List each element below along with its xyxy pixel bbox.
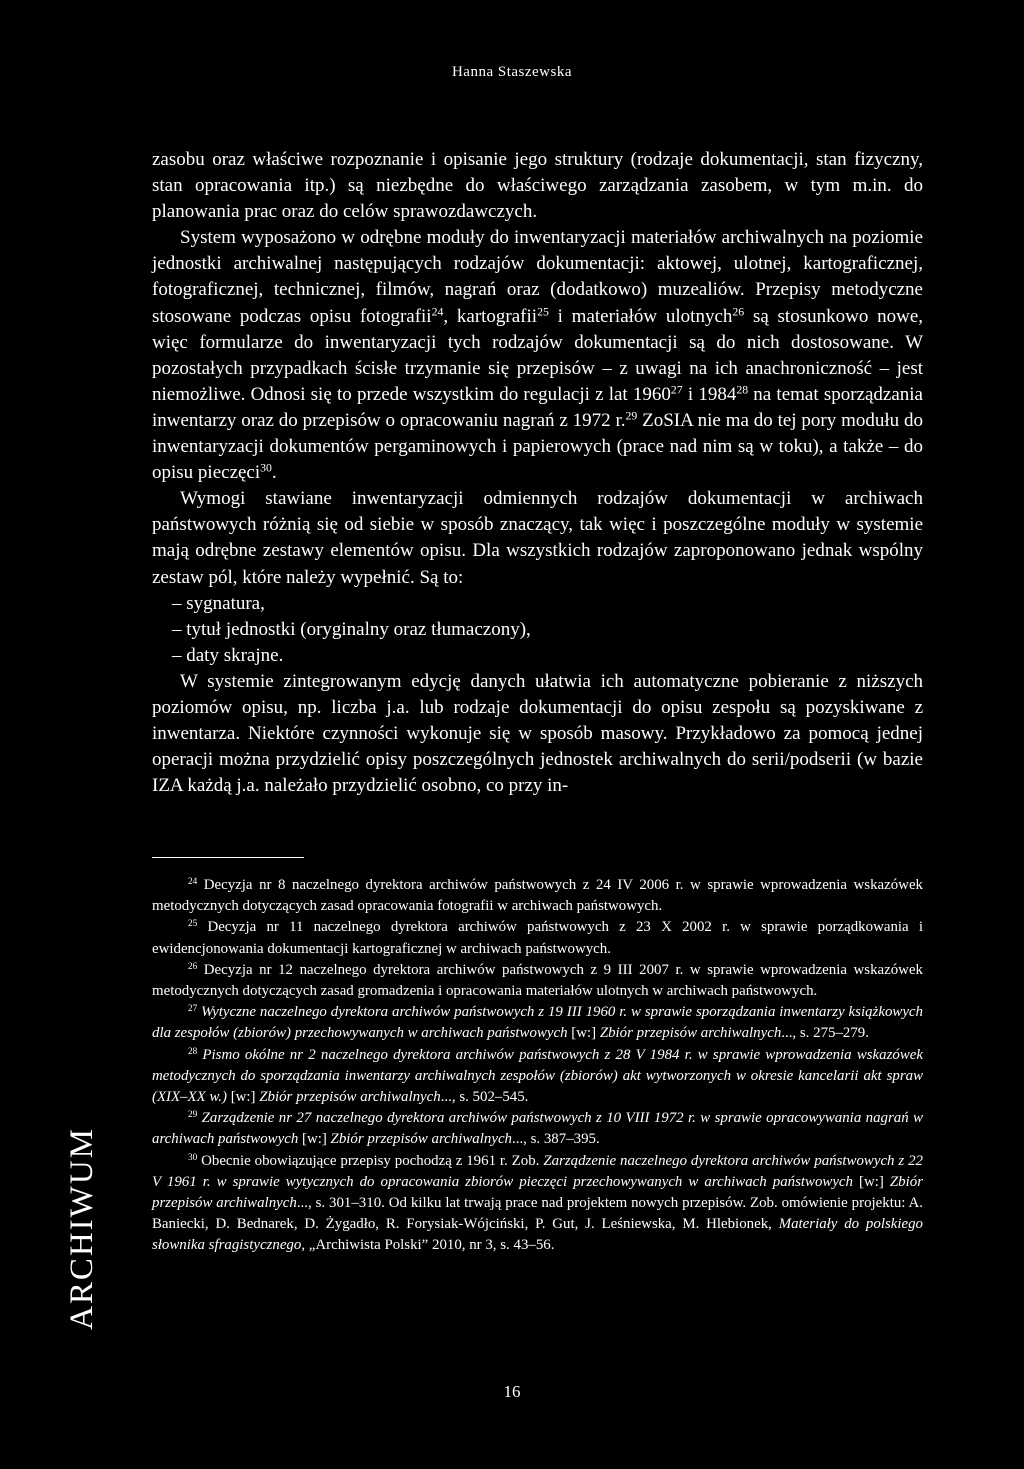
footnote-separator [152,857,304,858]
list-item: – daty skrajne. [172,644,284,666]
paragraph-2: System wyposażono w odrębne moduły do inwentaryzacji materiałów archiwalnych na poziomie jednostki archiwalnej następujących rodzajów dokumentacji: aktowej, ulotnej, kartograficznej, fotograficznej, technicznej, filmów, nagrań oraz (dodatkowo) muzealiów. Przepisy metodyczne stosowane podczas opisu fotografii$^{24}$, kartografii$^{25}$ i materiałów ulotnych$^{26}$ są stosunkowo nowe, więc formularze do inwentaryzacji tych rodzajów dokumentacji są do nich dostosowane. W pozostałych przypadkach ścisłe trzymanie się przepisów – z uwagi na ich anachroniczność – jest niemożliwe. Odnosi się to przede wszystkim do regulacji z lat 1960$^{27}$ i 1984$^{28}$ na temat sporządzania inwentarzy oraz do przepisów o opracowaniu nagrań z 1972 r.$^{29}$ ZoSIA nie ma do tej pory modułu do inwentaryzacji dokumentów pergaminowych i papierowych (prace nad nim są w toku), a także – do opisu pieczęci$^{30}$. [152,227,924,484]
paragraph-1: zasobu oraz właściwe rozpoznanie i opisanie jego struktury (rodzaje dokumentacji, stan fizyczny, stan opracowania itp.) są niezbędne do właściwego zarządzania zasobem, w tym m.in. do planowania prac oraz do celów sprawozdawczych. [152,149,923,223]
page-number: 16 [503,1382,521,1401]
footnote-ref-27[interactable]: 27 [670,383,683,397]
footnote-26: $^{26}$ Decyzja nr 12 naczelnego dyrektora archiwów państwowych z 9 III 2007 r. w sprawie wprowadzenia wskazówek metodycznych dotyczących zasad gromadzenia i opracowania materiałów ulotnych w archiwach państwowych. [152,960,923,1000]
footnote-ref-28[interactable]: 28 [736,383,749,397]
list-item: – tytuł jednostki (oryginalny oraz tłumaczony), [172,618,531,640]
footnote-27: $^{27}$ Wytyczne naczelnego dyrektora archiwów państwowych z 19 III 1960 r. w sprawie sporządzania inwentarzy książkowych dla zespołów (zbiorów) przechowywanych w archiwach państwowych [w:] Zbiór przepisów archiwalnych..., s. 275–279. [152,1003,923,1042]
footnote-ref-24[interactable]: 24 [431,305,444,319]
footnotes [152,875,923,1257]
footnote-29: $^{29}$ Zarządzenie nr 27 naczelnego dyrektora archiwów państwowych z 10 VIII 1972 r. w sprawie opracowywania nagrań w archiwach państwowych [w:] Zbiór przepisów archiwalnych..., s. 387–395. [152,1109,923,1148]
footnote-25: $^{25}$ Decyzja nr 11 naczelnego dyrektora archiwów państwowych z 23 X 2002 r. w sprawie porządkowania i ewidencjonowania dokumentacji kartograficznej w archiwach państwowych. [152,918,923,957]
journal-name: ARCHIWUM [63,1126,100,1330]
footnote-ref-25[interactable]: 25 [537,305,549,319]
paragraph-4: W systemie zintegrowanym edycję danych ułatwia ich automatyczne pobieranie z niższych poziomów opisu, np. liczba j.a. lub rodzaje dokumentacji do opisu zespołu są pozyskiwane z inwentarza. Niektóre czynności wykonuje się w sposób masowy. Przykładowo za pomocą jednej operacji można przydzielić opisy poszczególnych jednostek archiwalnych do serii/podserii (w bazie IZA każdą j.a. należało przydzielić osobno, co przy in- [152,670,923,797]
running-header-author: Hanna Staszewska [451,64,573,80]
list-item: – sygnatura, [172,592,265,614]
main-text [152,147,923,799]
footnote-ref-29[interactable]: 29 [625,409,638,423]
footnote-30: $^{30}$ Obecnie obowiązujące przepisy pochodzą z 1961 r. Zob. Zarządzenie naczelnego dyrektora archiwów państwowych z 22 V 1961 r. w sprawie wytycznych do opracowania zbiorów pieczęci przechowywanych w archiwach państwowych [w:] Zbiór przepisów archiwalnych..., s. 301–310. Od kilku lat trwają prace nad projektem nowych przepisów. Zob. omówienie projektu: A. Baniecki, D. Bednarek, D. Żygadło, R. Forysiak-Wójciński, P. Gut, J. Leśniewska, M. Hlebionek, Materiały do polskiego słownika sfragistycznego, „Archiwista Polski” 2010, nr 3, s. 43–56. [152,1151,924,1254]
paragraph-3: Wymogi stawiane inwentaryzacji odmiennych rodzajów dokumentacji w archiwach państwowych różnią się od siebie w sposób znaczący, tak więc i poszczególne moduły w systemie mają odrębne zestawy elementów opisu. Dla wszystkich rodzajów zaproponowano jednak wspólny zestaw pól, które należy wypełnić. Są to: [152,488,923,588]
journal-side-label [60,1126,104,1330]
footnote-ref-30[interactable]: 30 [260,461,272,475]
footnote-28: $^{28}$ Pismo okólne nr 2 naczelnego dyrektora archiwów państwowych z 28 V 1984 r. w sprawie wprowadzenia wskazówek metodycznych do sporządzania inwentarzy archiwalnych zespołów (zbiorów) akt wytworzonych w okresie kancelarii akt spraw (XIX–XX w.) [w:] Zbiór przepisów archiwalnych..., s. 502–545. [152,1045,923,1106]
footnote-24: $^{24}$ Decyzja nr 8 naczelnego dyrektora archiwów państwowych z 24 IV 2006 r. w sprawie wprowadzenia wskazówek metodycznych dotyczących zasad opracowania fotografii w archiwach państwowych. [152,875,923,915]
running-header [0,64,1024,81]
footnote-ref-26[interactable]: 26 [732,305,745,319]
